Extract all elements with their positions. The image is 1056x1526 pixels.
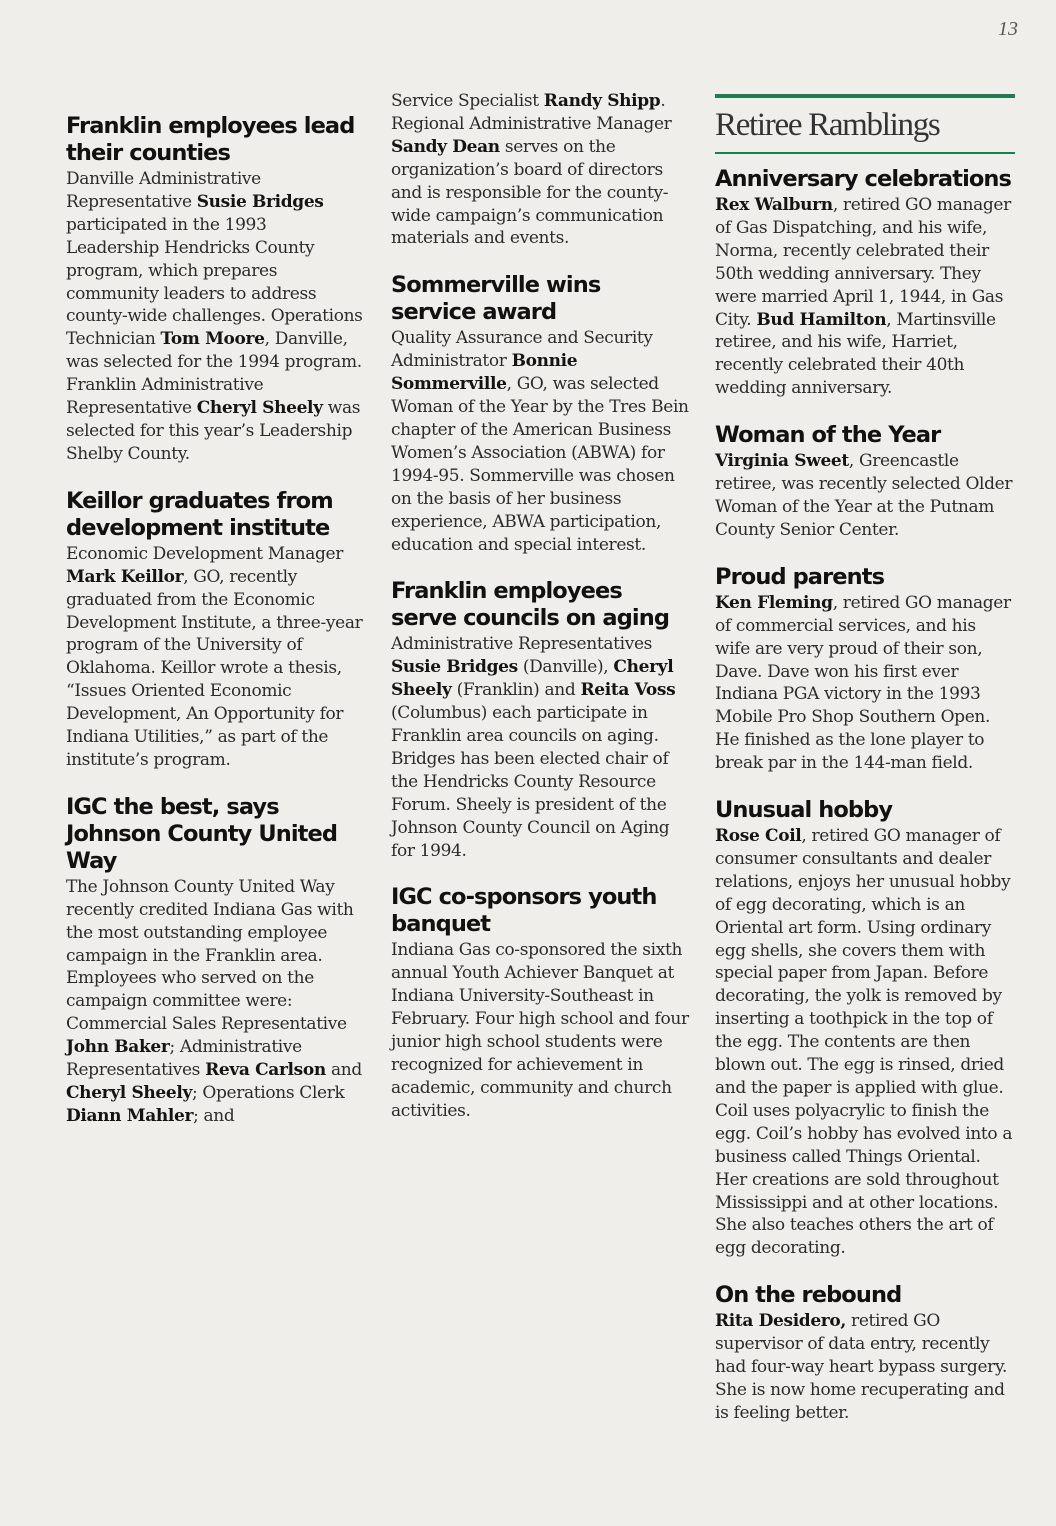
body-text: , GO, was selected Woman of the Year by the Tres Bein chapter of the American Business Women’s Association (ABWA) for 1994-95. Sommerville was chosen on the basis of her business experience, ABWA participation, education and special interest. (391, 374, 689, 555)
body-text: and (325, 1060, 362, 1081)
person-name: Susie Bridges (391, 657, 518, 678)
person-name: Rose Coil (715, 826, 802, 847)
column-1 (66, 113, 364, 1150)
article-headline: Franklin employees lead their counties (66, 113, 355, 166)
article-headline: Franklin employees serve councils on aging (391, 578, 670, 632)
article (715, 1282, 1015, 1425)
person-name: Diann Mahler (66, 1105, 194, 1126)
body-text: ; and (193, 1105, 235, 1126)
person-name: Bonnie Sommerville (391, 351, 578, 395)
column-3 (715, 90, 1015, 1447)
article-body (715, 592, 1015, 775)
article-body (391, 90, 691, 250)
body-text: ; Administrative Representatives (66, 1037, 302, 1081)
section-rule-bottom (715, 152, 1015, 154)
body-text: , Martinsville retiree, and his wife, Harriet, recently celebrated their 40th wedding anniversary. (715, 309, 996, 399)
body-text: retired GO supervisor of data entry, recently had four-way heart bypass surgery. She is now home recuperating and is feeling better. (715, 1311, 1007, 1423)
body-text: , Greencastle retiree, was recently selected Older Woman of the Year at the Putnam County Senior Center. (715, 451, 1013, 540)
article-headline: IGC co-sponsors youth banquet (391, 884, 657, 938)
article-headline: Anniversary celebrations (715, 166, 1012, 192)
person-name: Tom Moore (160, 329, 265, 350)
person-name: Reva Carlson (205, 1060, 326, 1081)
article (715, 797, 1015, 1260)
article-body (391, 939, 691, 1122)
body-text: , retired GO manager of Gas Dispatching, and his wife, Norma, recently celebrated their 50th wedding anniversary. They were married April 1, 1944, in Gas City. (715, 195, 1011, 330)
person-name: Randy Shipp (543, 91, 661, 111)
article (391, 884, 691, 1122)
article-body (715, 1310, 1015, 1425)
person-name: Reita Voss (580, 680, 676, 701)
section-title: Retiree Ramblings (715, 107, 940, 143)
person-name: Rex Walburn (715, 195, 833, 215)
article-body (715, 450, 1015, 542)
article-body (391, 633, 691, 862)
person-name: Rita Desidero, (715, 1311, 846, 1332)
body-text: Indiana Gas co-sponsored the sixth annual Youth Achiever Banquet at Indiana University-Southeast in February. Four high school and four junior high school students were recognized for achievement in academic, community and church activities. (391, 940, 689, 1121)
article-body (66, 543, 364, 772)
article (391, 90, 691, 250)
body-text: Economic Development Manager (66, 543, 344, 564)
body-text: Danville Administrative Representative (66, 169, 261, 212)
body-text: , GO, recently graduated from the Economic Development Institute, a three-year program of the University of Oklahoma. Keillor wrote a thesis, “Issues Oriented Economic Development, An Opportunity for Indiana Utilities,” as part of the institute’s program. (66, 566, 363, 770)
article-headline: Unusual hobby (715, 797, 893, 824)
body-text: participated in the 1993 Leadership Hendricks County program, which prepares community leaders to address county-wide challenges. Operations Technician (66, 214, 363, 350)
body-text: ; Operations Clerk (191, 1083, 345, 1103)
body-text: , Danville, was selected for the 1994 program. Franklin Administrative Representative (66, 329, 362, 419)
article-headline: Woman of the Year (715, 422, 941, 449)
article-body (66, 876, 364, 1128)
body-text: Quality Assurance and Security Administrator (391, 328, 653, 372)
article-body (391, 327, 691, 556)
article (715, 564, 1015, 775)
person-name: Virginia Sweet (715, 451, 849, 472)
article (66, 113, 364, 466)
article-body (715, 194, 1015, 400)
body-text: The Johnson County United Way recently credited Indiana Gas with the most outstanding employee campaign in the Franklin area. Employees who served on the campaign committee were: Commercial Sales Representative (66, 876, 354, 1035)
body-text: (Columbus) each participate in Franklin area councils on aging. Bridges has been elected chair of the Hendricks County Resource Forum. Sheely is president of the Johnson County Council on Aging for 1994. (391, 703, 670, 861)
article-body (66, 168, 364, 466)
article-headline: Keillor graduates from development institute (66, 487, 333, 541)
person-name: John Baker (66, 1037, 170, 1058)
section-header (715, 94, 1015, 154)
article (66, 794, 364, 1128)
body-text: (Franklin) and (451, 680, 581, 701)
article-body (715, 825, 1015, 1260)
column-3-articles (715, 166, 1015, 1425)
article-headline: Sommerville wins service award (391, 272, 601, 326)
article-headline: Proud parents (715, 563, 885, 590)
person-name: Cheryl Sheely (196, 398, 323, 419)
person-name: Sandy Dean (391, 136, 500, 157)
column-2 (391, 90, 691, 1145)
article (715, 422, 1015, 542)
person-name: Ken Fleming (715, 592, 833, 613)
person-name: Susie Bridges (196, 191, 324, 212)
person-name: Mark Keillor (66, 566, 184, 587)
body-text: was selected for this year’s Leadership Shelby County. (66, 398, 361, 464)
body-text: Administrative Representatives (391, 634, 653, 655)
body-text: , retired GO manager of commercial services, and his wife are very proud of their son, Dave. Dave won his first ever Indiana PGA victory in the 1993 Mobile Pro Shop Southern Open. He finished as the lone player to break par in the 144-man field. (715, 592, 1011, 774)
body-text: , retired GO manager of consumer consultants and dealer relations, enjoys her unusual hobby of egg decorating, which is an Oriental art form. Using ordinary egg shells, she covers them with special paper from Japan. Before decorating, the yolk is removed by inserting a toothpick in the top of the egg. The contents are then blown out. The egg is rinsed, dried and the paper is applied with glue. Coil uses polyacrylic to finish the egg. Coil’s hobby has evolved into a business called Things Oriental. Her creations are sold throughout Mississippi and at other locations. She also teaches others the art of egg decorating. (715, 826, 1013, 1259)
article-headline: IGC the best, says Johnson County United Way (66, 793, 338, 874)
article (715, 166, 1015, 400)
article-headline: On the rebound (715, 1282, 902, 1309)
body-text: (Danville), (517, 657, 614, 678)
article (391, 272, 691, 556)
page-number: 13 (998, 18, 1018, 40)
body-text: . Regional Administrative Manager (391, 91, 672, 134)
body-text: Service Specialist (391, 91, 544, 111)
article (391, 578, 691, 862)
person-name: Bud Hamilton (756, 309, 887, 330)
person-name: Cheryl Sheely (391, 657, 674, 701)
article (66, 488, 364, 772)
body-text: serves on the organization’s board of directors and is responsible for the county-wide campaign’s communication materials and events. (391, 136, 669, 249)
person-name: Cheryl Sheely (66, 1083, 192, 1103)
